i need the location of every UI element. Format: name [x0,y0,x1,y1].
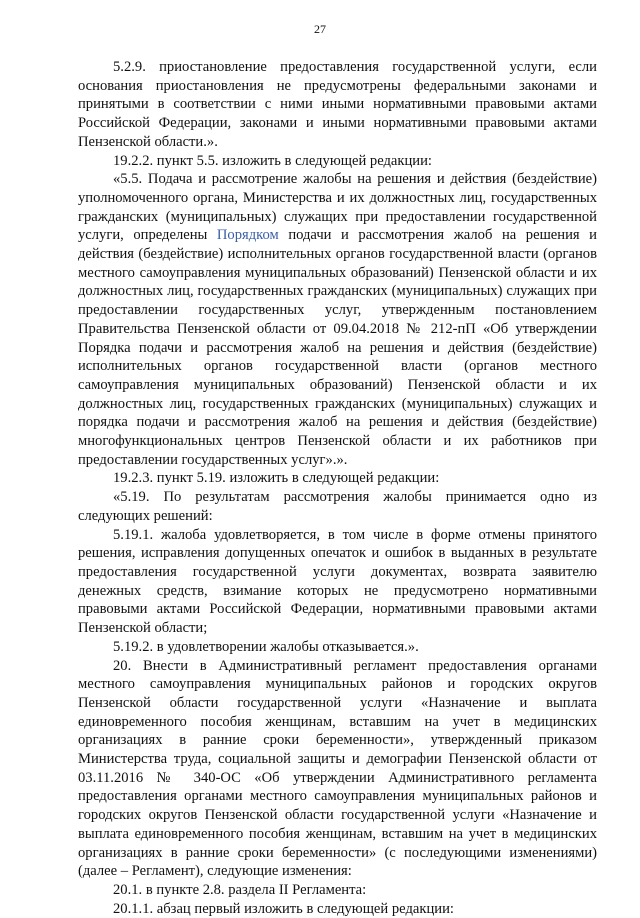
paragraph-19-2-2: 19.2.2. пункт 5.5. изложить в следующей редакции: [113,152,432,169]
paragraph-19-2-3: 19.2.3. пункт 5.19. изложить в следующей редакции: [113,470,440,487]
paragraph-5-19: «5.19. По результатам рассмотрения жалобы принимается одно из следующих решений: [78,489,597,524]
paragraph-20-1-1: 20.1.1. абзац первый изложить в следующей редакции: [113,900,454,917]
paragraph-5-5 [78,170,597,469]
paragraph-5-19-1: 5.19.1. жалоба удовлетворяется, в том числе в форме отмены принятого решения, исправления допущенных опечаток и ошибок в выданных в результате предоставления государственной услуги документах, возврата заявителю денежных средств, взимание которых не предусмотрено нормативными правовыми актами Российской Федерации, нормативными правовыми актами Пензенской области; [78,526,597,637]
paragraph-5-5-text-start: «5.5. Подача и рассмотрение жалобы на решения и действия (бездействие) уполномоченного органа, Министерства и их должностных лиц, государственных гражданских (муниципальных) служащих при предоставлении государственной услуги, определены [78,171,597,244]
procedure-link[interactable]: Порядком [216,227,279,244]
paragraph-5-2-9: 5.2.9. приостановление предоставления государственной услуги, если основания приостановления не предусмотрены федеральными законами и принятыми в соответствии с ними иными нормативными правовыми актами Российской Федерации, законами и иными нормативными правовыми актами Пензенской области.». [78,59,597,150]
paragraph-5-5-text-end: подачи и рассмотрения жалоб на решения и действия (бездействие) исполнительных органов государственной власти (органов местного самоуправления муниципальных образований) Пензенской области и их должностных лиц, государственных гражданских (муниципальных) служащих при предоставлении государственных услуг, утвержденным постановлением Правительства Пензенской области от 09.04.2018 № 212-пП «Об утверждении Порядка подачи и рассмотрения жалоб на решения и действия (бездействие) исполнительных органов государственной власти (органов местного самоуправления муниципальных образований) Пензенской области и их должностных лиц, государственных гражданских (муниципальных) служащих и порядка подачи и рассмотрения жалоб на решения и действия (бездействие) многофункциональных центров Пензенской области и их работников при предоставлении государственных услуг».». [78,227,597,468]
paragraph-20-1: 20.1. в пункте 2.8. раздела II Регламента: [113,881,367,898]
document-body [78,58,597,918]
page-number: 27 [314,22,326,36]
paragraph-20: 20. Внести в Административный регламент предоставления органами местного самоуправления муниципальных районов и городских округов Пензенской области государственной услуги «Назначение и выплата единовременного пособия женщинам, вставшим на учет в медицинских организациях в ранние сроки беременности», утвержденный приказом Министерства труда, социальной защиты и демографии Пензенской области от 03.11.2016 № 340-ОС «Об утверждении Административного регламента предоставления органами местного самоуправления муниципальных районов и городских округов Пензенской области государственной услуги «Назначение и выплата единовременного пособия женщинам, вставшим на учет в медицинских организациях в ранние сроки беременности» (с последующими изменениями) (далее – Регламент), следующие изменения: [78,657,597,880]
paragraph-5-19-2: 5.19.2. в удовлетворении жалобы отказывается.». [113,638,419,655]
